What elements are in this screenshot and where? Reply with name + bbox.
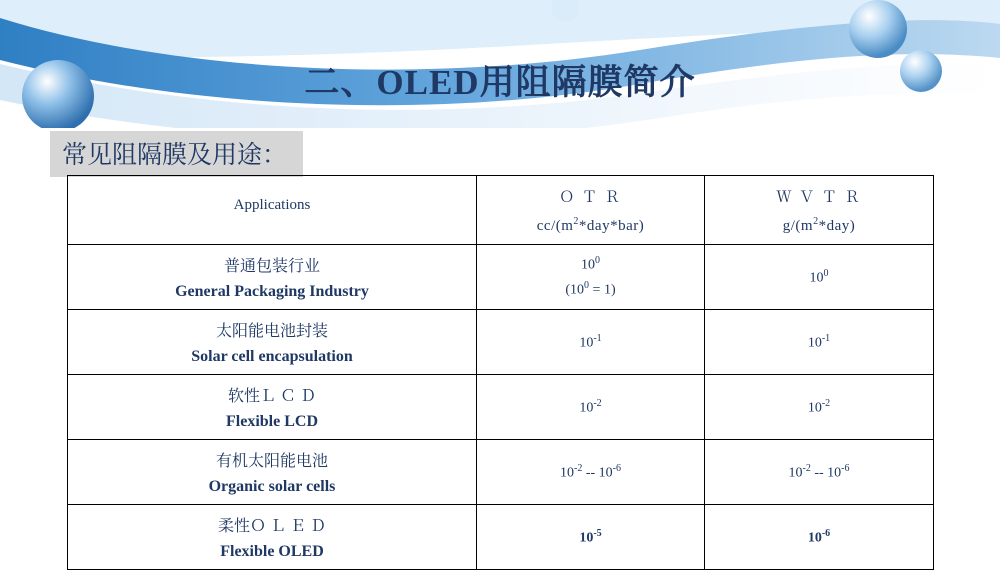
subtitle-text: 常见阻隔膜及用途： — [62, 142, 288, 169]
otr-cell — [477, 310, 705, 375]
table-row — [68, 505, 934, 570]
table-row — [68, 245, 934, 310]
wvtr-cell — [705, 245, 934, 310]
page-title: 二、OLED用阻隔膜简介 — [304, 63, 696, 102]
otr-cell — [477, 440, 705, 505]
wvtr-cell — [705, 440, 934, 505]
column-header-otr: Ｏ Ｔ Ｒ $cc/(m^2*day*bar)$ — [477, 176, 705, 245]
subtitle-box — [50, 131, 303, 177]
otr-value: $10^{-2} -- 10^{-6}$ — [559, 462, 621, 481]
otr-cell — [477, 245, 705, 310]
table-row — [68, 440, 934, 505]
barrier-film-table — [67, 175, 934, 570]
table-header-row — [68, 176, 934, 245]
wvtr-cell — [705, 375, 934, 440]
otr-value: $10^0$ — [581, 255, 600, 273]
table-row — [68, 310, 934, 375]
application-cell: 有机太阳能电池 Organic solar cells — [68, 440, 477, 505]
column-header-applications: Applications — [68, 176, 477, 245]
application-cell: 软性Ｌ Ｃ Ｄ Flexible LCD — [68, 375, 477, 440]
otr-units: $cc/(m^2*day*bar)$ — [536, 215, 645, 234]
otr-cell — [477, 375, 705, 440]
wvtr-value: $10^{-2}$ — [807, 397, 831, 416]
wvtr-value: $10^{-2} -- 10^{-6}$ — [788, 462, 850, 481]
wvtr-value: $10^{-1}$ — [807, 332, 831, 351]
otr-value: $10^{-5}$ — [579, 527, 602, 546]
application-cell: 柔性Ｏ Ｌ Ｅ Ｄ Flexible OLED — [68, 505, 477, 570]
otr-value: $10^{-1}$ — [579, 332, 602, 351]
table-row — [68, 375, 934, 440]
wvtr-value: $10^{-6}$ — [807, 527, 831, 546]
wvtr-cell — [705, 505, 934, 570]
otr-cell — [477, 505, 705, 570]
wvtr-value: $10^0$ — [809, 267, 829, 286]
column-header-wvtr: Ｗ Ｖ Ｔ Ｒ $g/(m^2*day)$ — [705, 176, 934, 245]
wvtr-cell — [705, 310, 934, 375]
otr-value: $10^{-2}$ — [579, 397, 602, 416]
otr-note: $(10^0 = 1)$ — [565, 280, 616, 298]
wvtr-units: $g/(m^2*day)$ — [782, 215, 856, 234]
application-cell: 普通包装行业 General Packaging Industry — [68, 245, 477, 310]
application-cell: 太阳能电池封装 Solar cell encapsulation — [68, 310, 477, 375]
